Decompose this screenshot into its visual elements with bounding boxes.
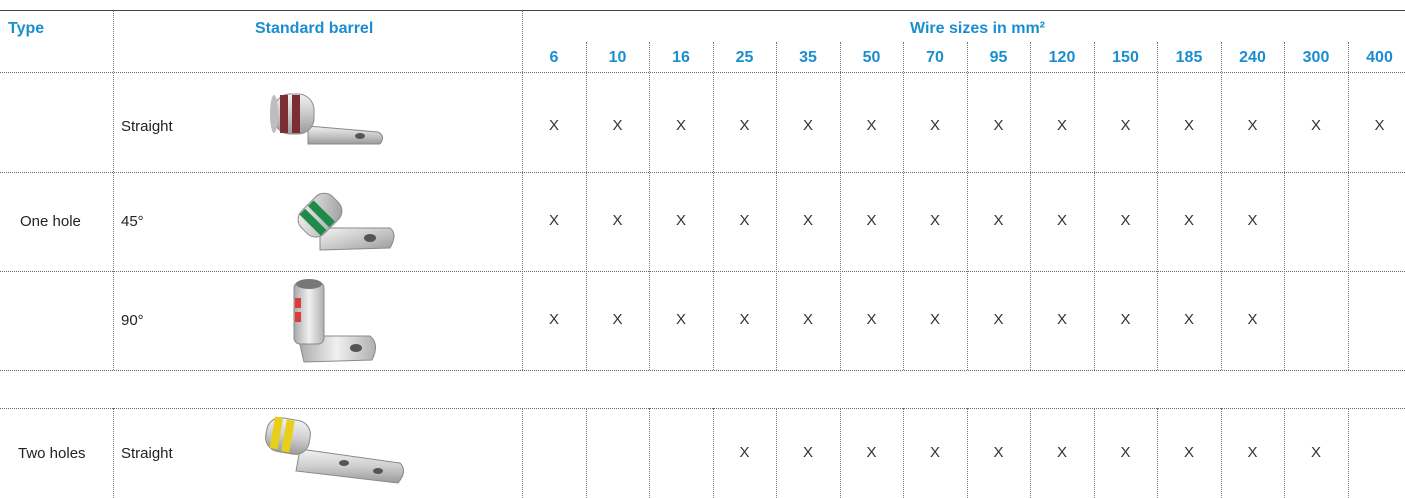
availability-mark: X	[802, 117, 813, 134]
wire-size-header: 50	[862, 49, 881, 66]
availability-mark: X	[1247, 444, 1258, 461]
availability-mark: X	[1056, 311, 1067, 328]
band	[295, 312, 301, 322]
availability-mark: X	[675, 212, 686, 229]
type-one-hole: One hole	[20, 213, 81, 230]
wire-size-header: 95	[989, 49, 1008, 66]
row-rule	[0, 271, 1405, 272]
availability-mark: X	[739, 444, 750, 461]
wire-size-header: 185	[1175, 49, 1203, 66]
wire-size-header: 150	[1112, 49, 1139, 66]
size-column-divider	[586, 408, 587, 498]
availability-mark: X	[1183, 212, 1194, 229]
availability-mark: X	[866, 311, 877, 328]
availability-mark: X	[612, 311, 623, 328]
variant-label: Straight	[121, 445, 173, 462]
availability-mark: X	[929, 212, 940, 229]
size-column-divider	[649, 408, 650, 498]
availability-mark: X	[929, 311, 940, 328]
wire-size-header: 70	[926, 49, 944, 66]
row-rule	[0, 172, 1405, 173]
wire-size-header: 6	[549, 49, 559, 66]
availability-mark: X	[675, 311, 686, 328]
two-hole-lug-image	[260, 413, 410, 493]
band	[280, 95, 288, 133]
variant-label: Straight	[121, 118, 173, 135]
availability-mark: X	[1310, 117, 1321, 134]
group-start-rule	[0, 408, 1405, 409]
column-divider	[113, 11, 114, 370]
wire-size-header: 16	[672, 49, 690, 66]
column-divider	[522, 408, 523, 498]
availability-mark: X	[866, 212, 877, 229]
type-two-holes: Two holes	[18, 445, 86, 462]
barrel-header: Standard barrel	[255, 20, 374, 37]
availability-mark: X	[993, 212, 1004, 229]
availability-mark: X	[866, 117, 877, 134]
availability-mark: X	[739, 212, 750, 229]
availability-mark: X	[548, 117, 559, 134]
availability-mark: X	[1247, 311, 1258, 328]
availability-mark: X	[1247, 212, 1258, 229]
variant-label: 45°	[121, 213, 144, 230]
availability-mark: X	[1056, 117, 1067, 134]
availability-mark: X	[1120, 311, 1131, 328]
45-degree-lug-image	[290, 178, 400, 268]
availability-mark: X	[929, 444, 940, 461]
column-divider	[113, 408, 114, 498]
band	[292, 95, 300, 133]
availability-mark: X	[1247, 117, 1258, 134]
wire-size-header: 120	[1048, 49, 1076, 66]
wire-size-header: 300	[1302, 49, 1330, 66]
availability-mark: X	[866, 444, 877, 461]
availability-mark: X	[1183, 311, 1194, 328]
availability-mark: X	[548, 212, 559, 229]
straight-lug-image	[268, 86, 388, 166]
size-column-divider	[1348, 42, 1349, 370]
availability-mark: X	[1056, 444, 1067, 461]
availability-mark: X	[802, 311, 813, 328]
availability-mark: X	[1183, 444, 1194, 461]
top-rule	[0, 10, 1405, 11]
availability-mark: X	[1120, 444, 1131, 461]
availability-mark: X	[548, 311, 559, 328]
wire-size-header: 10	[608, 49, 627, 66]
availability-mark: X	[739, 311, 750, 328]
availability-mark: X	[1183, 117, 1194, 134]
band	[295, 298, 301, 308]
wire-size-header: 25	[735, 49, 754, 66]
availability-mark: X	[993, 117, 1004, 134]
availability-mark: X	[993, 311, 1004, 328]
90-degree-lug-image	[290, 276, 390, 370]
availability-mark: X	[802, 444, 813, 461]
variant-label: 90°	[121, 312, 144, 329]
availability-mark: X	[1310, 444, 1321, 461]
availability-mark: X	[802, 212, 813, 229]
header-rule	[0, 72, 1405, 73]
wire-size-header: 400	[1366, 49, 1393, 66]
availability-mark: X	[612, 212, 623, 229]
availability-mark: X	[739, 117, 750, 134]
availability-mark: X	[675, 117, 686, 134]
availability-mark: X	[1056, 212, 1067, 229]
availability-mark: X	[1120, 117, 1131, 134]
type-header: Type	[8, 20, 45, 37]
wire-size-header: 35	[799, 49, 817, 66]
availability-mark: X	[993, 444, 1004, 461]
wire-sizes-header: Wire sizes in mm²	[910, 20, 1046, 37]
group-end-rule	[0, 370, 1405, 371]
wire-size-header: 240	[1239, 49, 1266, 66]
availability-mark: X	[929, 117, 940, 134]
availability-mark: X	[612, 117, 623, 134]
availability-mark: X	[1374, 117, 1385, 134]
availability-mark: X	[1120, 212, 1131, 229]
